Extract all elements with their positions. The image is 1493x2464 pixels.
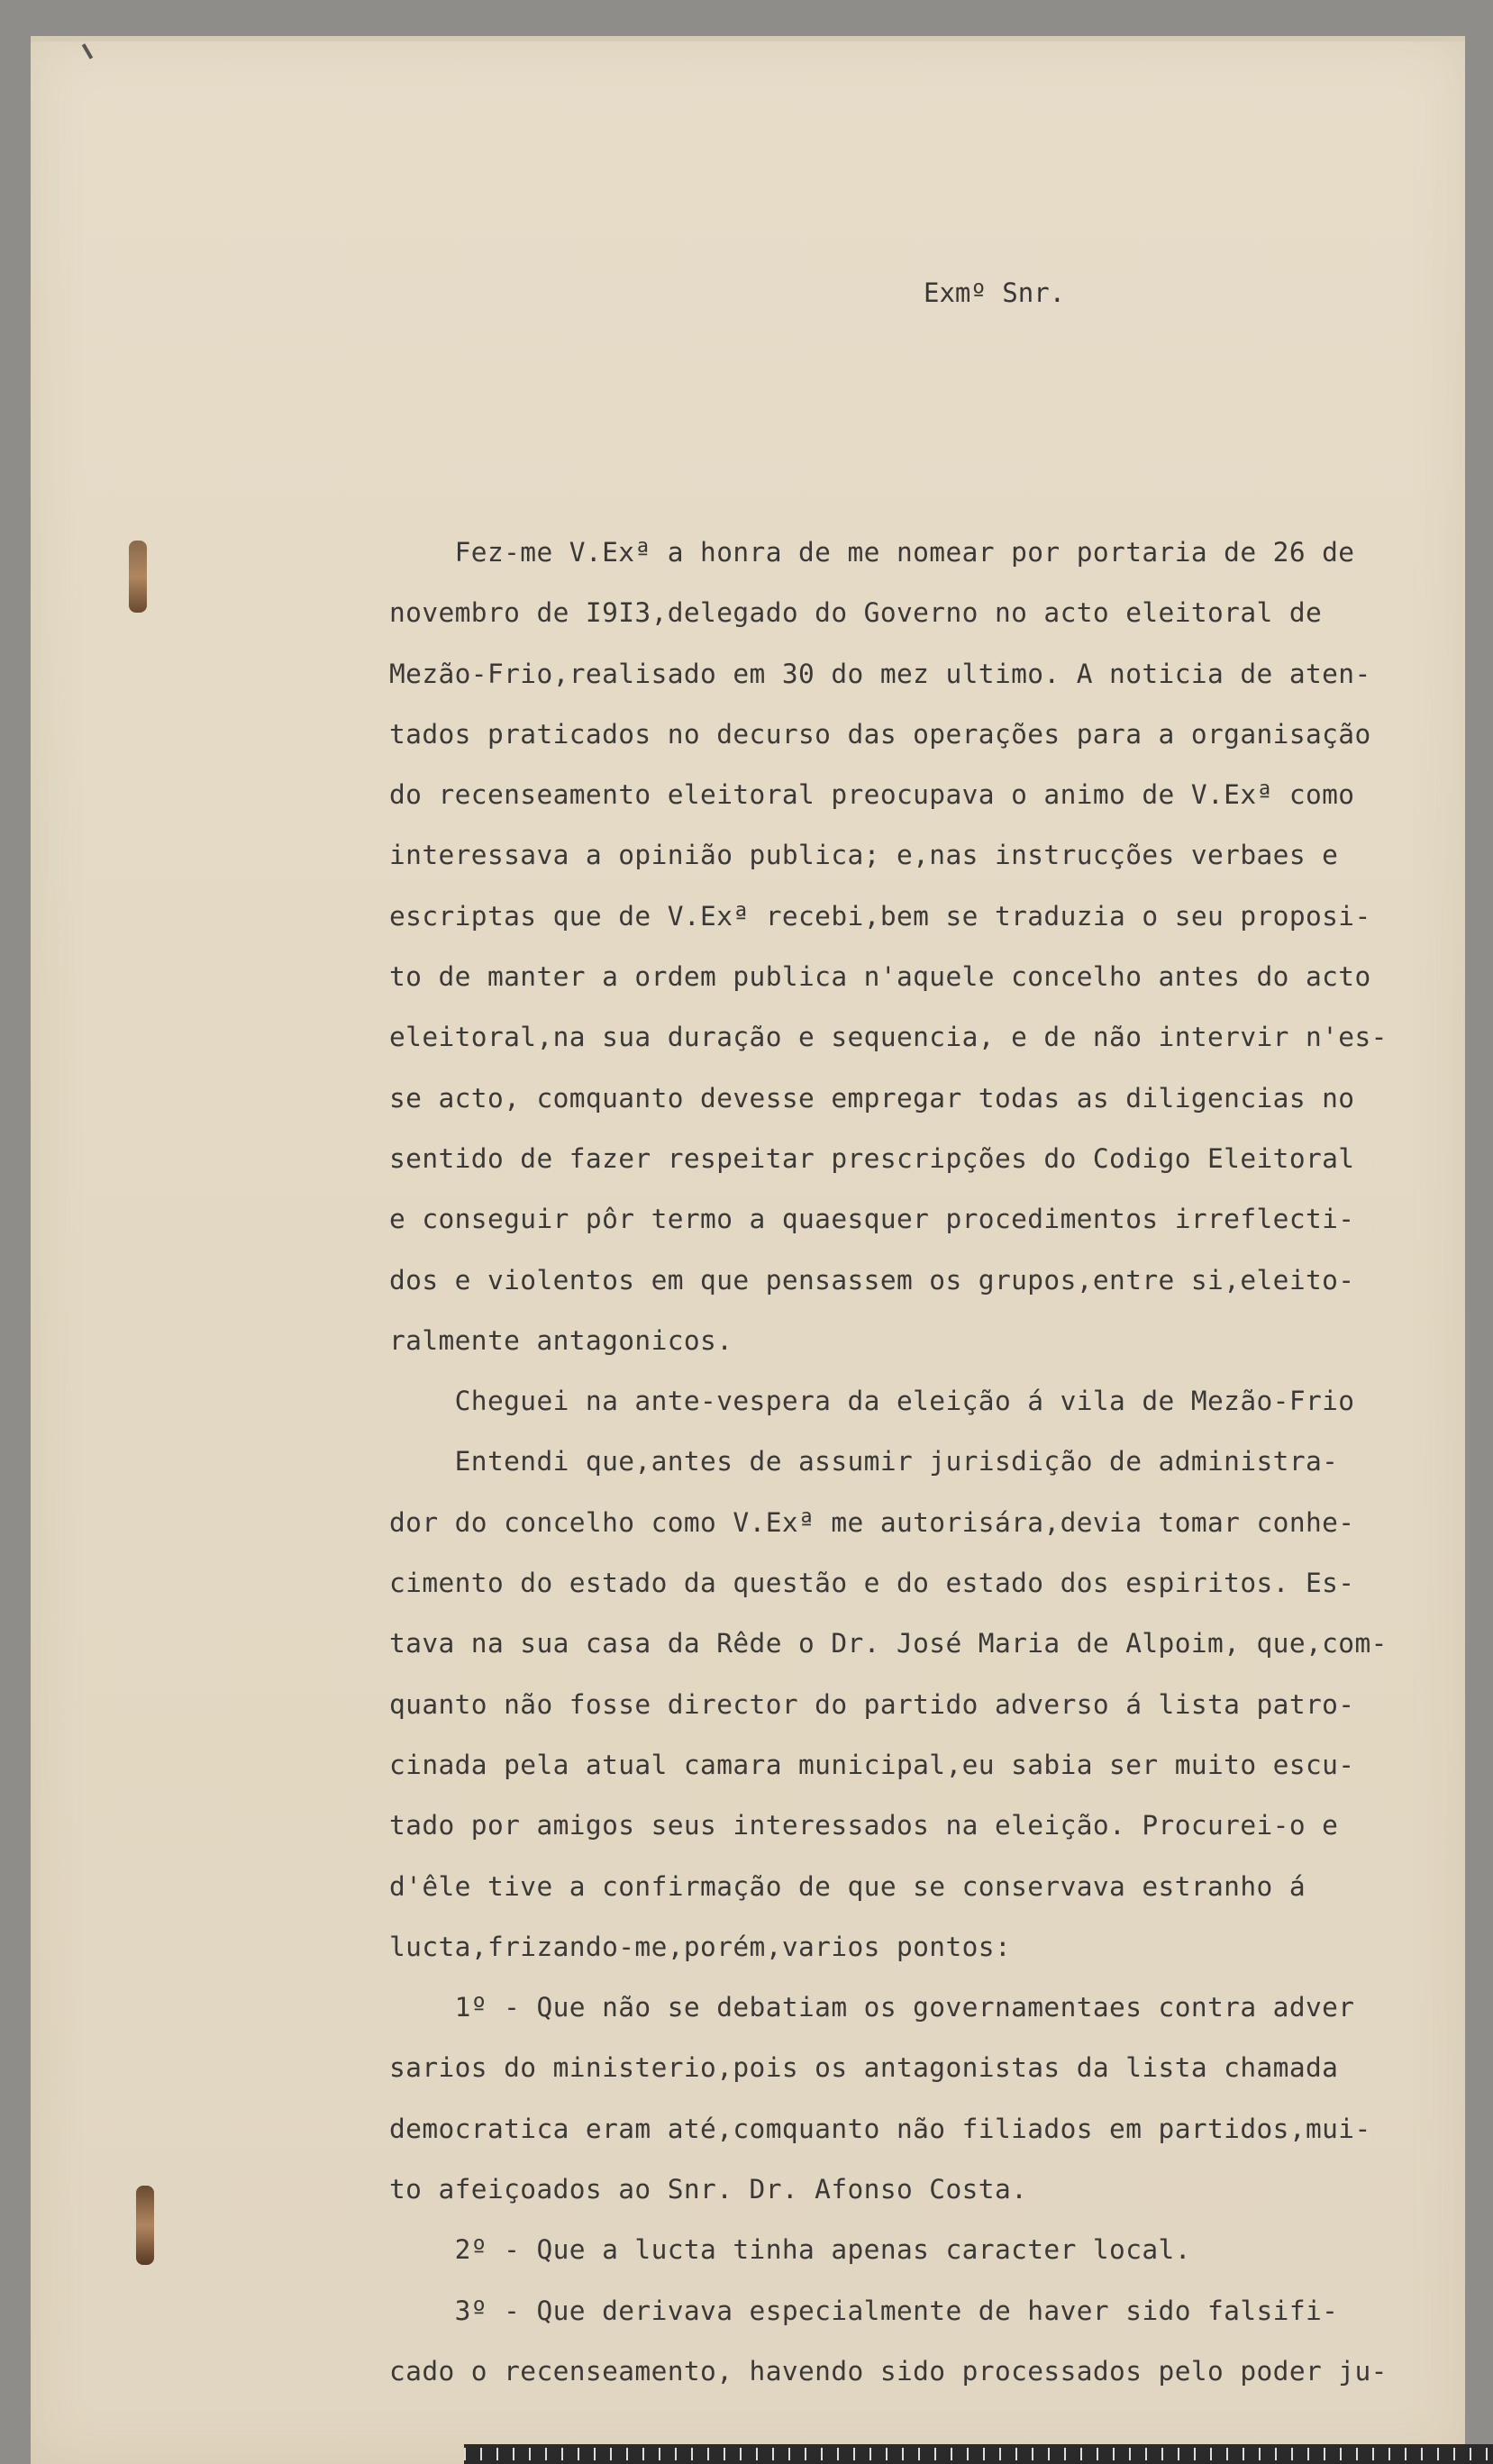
text-line: Cheguei na ante-vespera da eleição á vila de Mezão-Frio: [389, 1386, 1355, 1417]
text-line: 2º - Que a lucta tinha apenas caracter local.: [389, 2234, 1191, 2266]
text-line: democratica eram até,comquanto não filiados em partidos,mui-: [389, 2113, 1371, 2144]
text-line: tado por amigos seus interessados na eleição. Procurei-o e: [389, 1810, 1339, 1841]
text-line: Entendi que,antes de assumir jurisdição de administra-: [389, 1446, 1339, 1477]
text-line: dor do concelho como V.Exª me autorisára,devia tomar conhe-: [389, 1506, 1355, 1538]
text-line: Mezão-Frio,realisado em 30 do mez ultimo. A noticia de aten-: [389, 658, 1371, 689]
text-line: ralmente antagonicos.: [389, 1324, 733, 1356]
text-line: escriptas que de V.Exª recebi,bem se traduzia o seu proposi-: [389, 900, 1371, 932]
text-line: cinada pela atual camara municipal,eu sabia ser muito escu-: [389, 1749, 1355, 1780]
text-line: cimento do estado da questão e do estado dos espiritos. Es-: [389, 1568, 1355, 1599]
text-line: tava na sua casa da Rêde o Dr. José Maria de Alpoim, que,com-: [389, 1628, 1388, 1659]
text-line: eleitoral,na sua duração e sequencia, e de não intervir n'es-: [389, 1022, 1388, 1053]
text-line: sarios do ministerio,pois os antagonistas da lista chamada: [389, 2052, 1339, 2084]
text-line: dos e violentos em que pensassem os grupos,entre si,eleito-: [389, 1264, 1355, 1296]
binding-hole-mark-bottom: [136, 2186, 154, 2265]
text-line: lucta,frizando-me,porém,varios pontos:: [389, 1931, 1012, 1962]
text-line: 1º - Que não se debatiam os governamentaes contra adver: [389, 1992, 1355, 2023]
text-line: 3º - Que derivava especialmente de haver sido falsifi-: [389, 2295, 1339, 2326]
text-line: quanto não fosse director do partido adverso á lista patro-: [389, 1688, 1355, 1720]
text-line: se acto, comquanto devesse empregar todas as diligencias no: [389, 1082, 1355, 1114]
text-line: sentido de fazer respeitar prescripções do Codigo Eleitoral: [389, 1142, 1355, 1174]
text-line: do recenseamento eleitoral preocupava o animo de V.Exª como: [389, 779, 1355, 811]
scale-ruler: [464, 2444, 1493, 2464]
text-line: cado o recenseamento, havendo sido processados pelo poder ju-: [389, 2355, 1388, 2387]
text-line: to afeiçoados ao Snr. Dr. Afonso Costa.: [389, 2174, 1028, 2205]
ruler-ticks: [464, 2448, 1493, 2460]
text-line: novembro de I9I3,delegado do Governo no acto eleitoral de: [389, 597, 1323, 629]
text-line: interessava a opinião publica; e,nas instrucções verbaes e: [389, 840, 1339, 871]
paper-top-edge: [31, 36, 1465, 41]
text-line: e conseguir pôr termo a quaesquer procedimentos irreflecti-: [389, 1204, 1355, 1235]
text-line: d'êle tive a confirmação de que se conservava estranho á: [389, 1870, 1306, 1902]
text-line: Fez-me V.Exª a honra de me nomear por portaria de 26 de: [389, 537, 1355, 568]
letter-body: [389, 523, 1470, 2402]
salutation: Exmº Snr.: [924, 277, 1066, 308]
text-line: to de manter a ordem publica n'aquele concelho antes do acto: [389, 961, 1371, 993]
binding-hole-mark-top: [129, 541, 147, 613]
text-line: tados praticados no decurso das operações para a organisação: [389, 718, 1371, 750]
